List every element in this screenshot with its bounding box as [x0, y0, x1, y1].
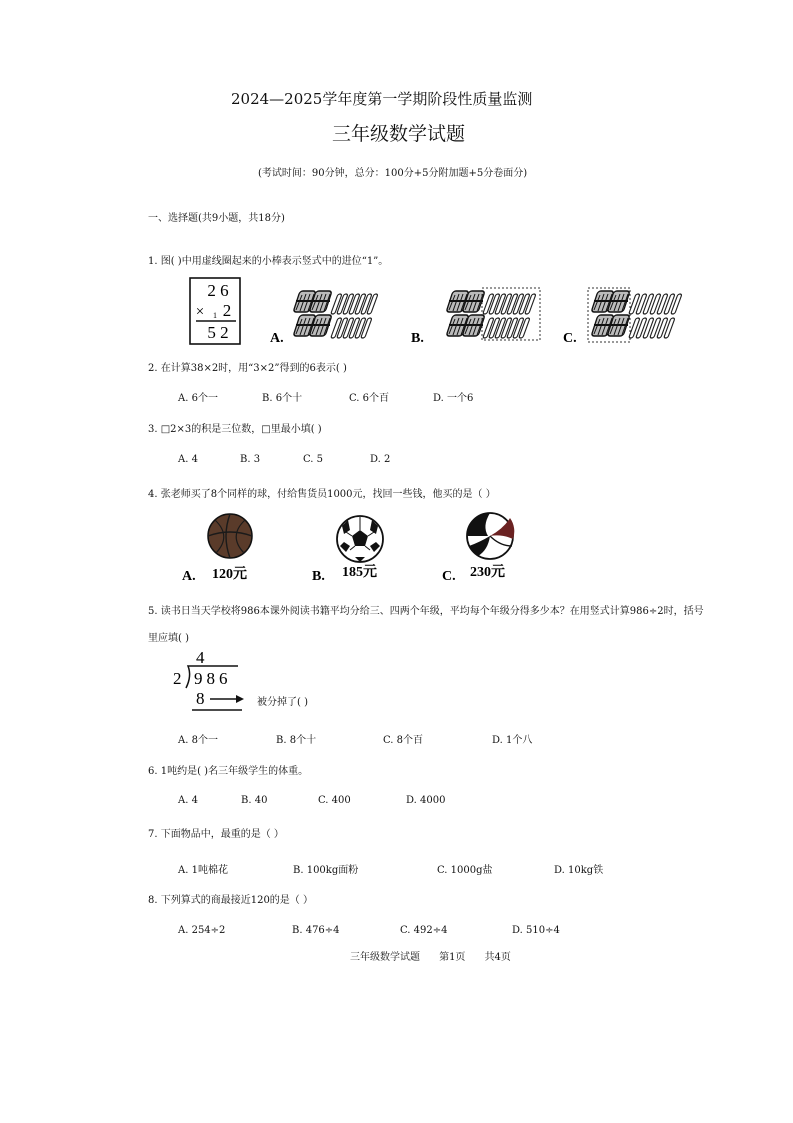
question-5-stem-continued: 里应填( ) [148, 633, 189, 644]
question-2-option-a[interactable]: A. 6个一 [178, 393, 218, 404]
question-7-stem: 7. 下面物品中，最重的是（ ） [148, 829, 284, 840]
question-4-figure [170, 506, 540, 586]
volleyball-icon [467, 513, 514, 559]
ball-option-c-price: 230元 [470, 565, 505, 580]
soccer-ball-icon [337, 516, 383, 562]
calc-carry: 1 [213, 311, 217, 320]
calc-row-2-digit: 2 [222, 301, 232, 320]
question-2-option-b[interactable]: B. 6个十 [262, 393, 303, 404]
division-divisor: 2 [173, 669, 182, 688]
exam-info: (考试时间：90分钟，总分：100分+5分附加题+5分卷面分) [258, 168, 528, 179]
question-8-option-b[interactable]: B. 476÷4 [292, 925, 340, 936]
calc-operator: × [195, 304, 205, 320]
question-3-option-b[interactable]: B. 3 [240, 454, 261, 465]
question-5-option-c[interactable]: C. 8个百 [383, 735, 424, 746]
question-6-option-c[interactable]: C. 400 [318, 795, 351, 806]
ball-option-a-label: A. [182, 569, 196, 584]
calc-row-1: 2 6 [207, 281, 229, 300]
question-6-option-d[interactable]: D. 4000 [406, 795, 446, 806]
question-2-option-d[interactable]: D. 一个6 [433, 393, 474, 404]
question-6-stem: 6. 1吨约是( )名三年级学生的体重。 [148, 766, 309, 777]
ball-option-a-price: 120元 [212, 567, 247, 582]
calc-row-3: 5 2 [207, 323, 229, 342]
question-8-option-d[interactable]: D. 510÷4 [512, 925, 560, 936]
question-7-option-b[interactable]: B. 100kg面粉 [293, 865, 359, 876]
vertical-calculation [190, 278, 240, 344]
question-1-figure [170, 274, 690, 348]
section-heading: 一、选择题(共9小题，共18分) [148, 213, 285, 224]
question-6-option-b[interactable]: B. 40 [241, 795, 268, 806]
division-product: 8 [196, 689, 205, 708]
question-3-stem: 3. □2×3的积是三位数，□里最小填( ) [148, 424, 322, 435]
question-5-option-a[interactable]: A. 8个一 [178, 735, 218, 746]
division-note: 被分掉了( ) [257, 697, 308, 708]
question-6-option-a[interactable]: A. 4 [178, 795, 198, 806]
ball-option-c-label: C. [442, 569, 456, 584]
exam-header: 2024—2025学年度第一学期阶段性质量监测 [231, 90, 533, 108]
sticks-option-c [563, 288, 682, 346]
question-8-stem: 8. 下列算式的商最接近120的是（ ） [148, 895, 313, 906]
division-quotient: 4 [196, 648, 205, 667]
question-8-option-a[interactable]: A. 254÷2 [178, 925, 226, 936]
option-c-label: C. [563, 331, 577, 346]
question-2-option-c[interactable]: C. 6个百 [349, 393, 390, 404]
question-2-stem: 2. 在计算38×2时，用“3×2”得到的6表示( ) [148, 363, 347, 374]
question-5-option-d[interactable]: D. 1个八 [492, 735, 533, 746]
question-7-option-a[interactable]: A. 1吨棉花 [178, 865, 228, 876]
question-5-stem: 5. 读书日当天学校将986本课外阅读书籍平均分给三、四两个年级，平均每个年级分得多少本？在用竖式计算986÷2时，括号 [148, 606, 704, 617]
page-footer: 三年级数学试题 第1页 共4页 [350, 952, 511, 963]
question-5-option-b[interactable]: B. 8个十 [276, 735, 317, 746]
option-b-label: B. [411, 331, 424, 346]
question-4-stem: 4. 张老师买了8个同样的球，付给售货员1000元，找回一些钱，他买的是（ ） [148, 489, 496, 500]
question-7-option-d[interactable]: D. 10kg铁 [554, 865, 604, 876]
question-8-option-c[interactable]: C. 492÷4 [400, 925, 448, 936]
question-3-option-a[interactable]: A. 4 [178, 454, 198, 465]
question-3-option-c[interactable]: C. 5 [303, 454, 324, 465]
ball-option-b-price: 185元 [342, 565, 377, 580]
basketball-icon [208, 514, 252, 558]
sticks-option-a [270, 291, 378, 346]
question-7-option-c[interactable]: C. 1000g盐 [437, 865, 493, 876]
division-dividend: 986 [194, 669, 232, 688]
ball-option-b-label: B. [312, 569, 325, 584]
option-a-label: A. [270, 331, 284, 346]
question-3-option-d[interactable]: D. 2 [370, 454, 391, 465]
sticks-option-b [411, 288, 540, 346]
question-1-stem: 1. 图( )中用虚线圈起来的小棒表示竖式中的进位“1”。 [148, 256, 389, 267]
exam-title: 三年级数学试题 [332, 123, 466, 145]
